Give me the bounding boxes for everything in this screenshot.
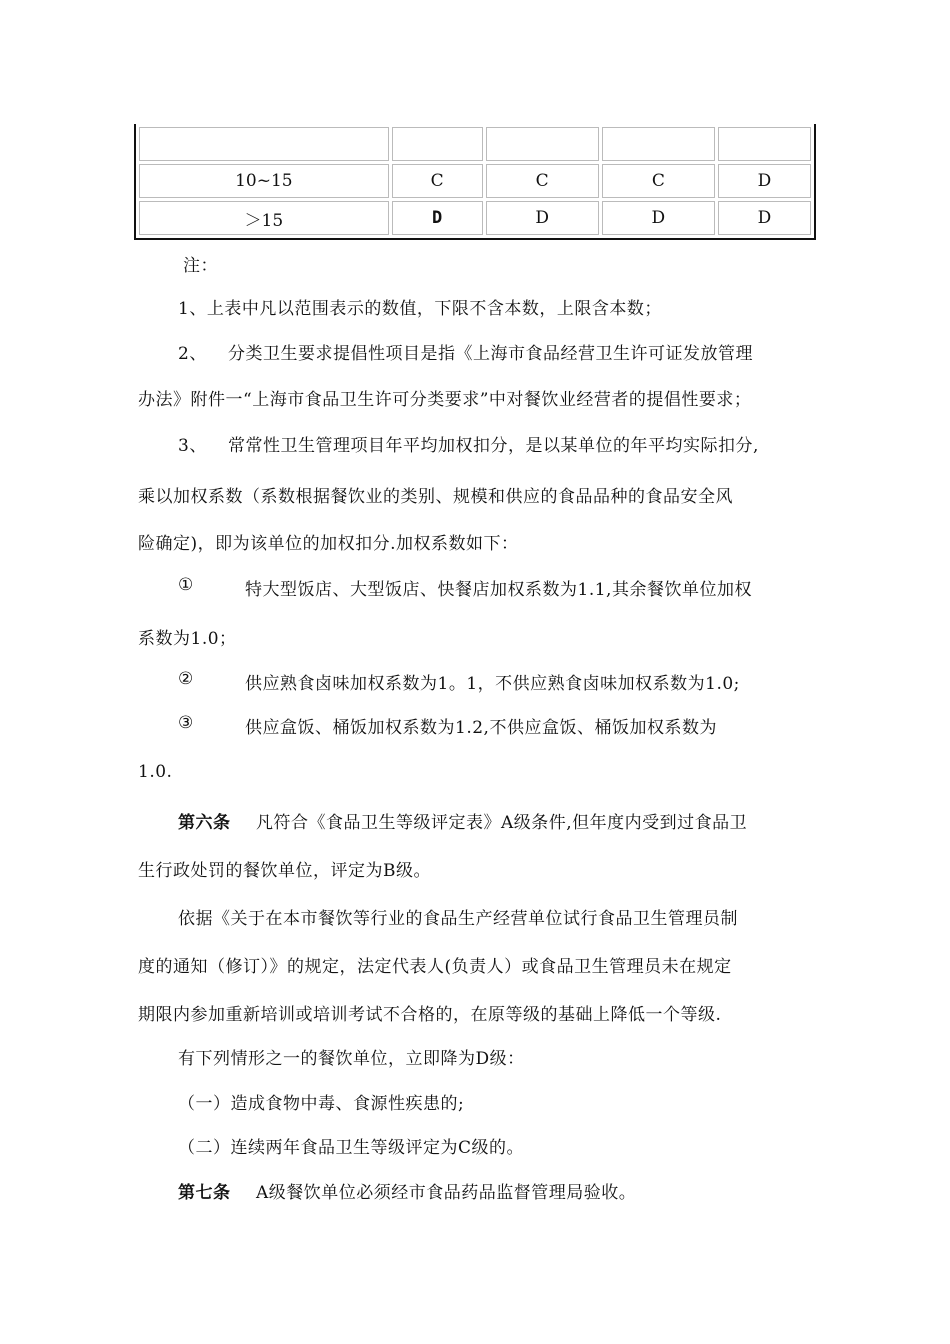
article-6-item-1: （一）造成食物中毒、食源性疾患的; bbox=[178, 1094, 465, 1114]
coefficient-3-line-1: 供应盒饭、桶饭加权系数为1.2,不供应盒饭、桶饭加权系数为 bbox=[245, 718, 717, 738]
coefficient-1-marker: ① bbox=[178, 575, 194, 595]
table-cell: D bbox=[718, 164, 811, 198]
table-cell bbox=[139, 127, 389, 161]
coefficient-1-line-2: 系数为1.0； bbox=[138, 629, 237, 649]
table-row bbox=[139, 164, 811, 198]
note-3-number: 3、 bbox=[178, 436, 207, 456]
table-cell bbox=[392, 127, 483, 161]
note-2-line-2: 办法》附件一“上海市食品卫生许可分类要求”中对餐饮业经营者的提倡性要求； bbox=[138, 390, 752, 410]
coefficient-1-line-1: 特大型饭店、大型饭店、快餐店加权系数为1.1,其余餐饮单位加权 bbox=[245, 580, 752, 600]
note-1: 1、上表中凡以范围表示的数值，下限不含本数，上限含本数； bbox=[178, 299, 662, 319]
table-row bbox=[139, 127, 811, 161]
table-cell: D bbox=[486, 201, 599, 235]
coefficient-3-marker: ③ bbox=[178, 713, 194, 733]
table-cell: C bbox=[392, 164, 483, 198]
coefficient-2-marker: ② bbox=[178, 669, 194, 689]
coefficient-2-line: 供应熟食卤味加权系数为1。1，不供应熟食卤味加权系数为1.0; bbox=[245, 674, 740, 694]
article-6-para-2-line-2: 度的通知（修订）》的规定，法定代表人(负责人）或食品卫生管理员未在规定 bbox=[138, 957, 732, 977]
grade-table bbox=[134, 124, 816, 240]
table-cell bbox=[602, 127, 715, 161]
table-cell bbox=[718, 127, 811, 161]
table-row bbox=[139, 201, 811, 235]
article-6-title: 第六条 bbox=[178, 813, 231, 833]
article-6-para-2-line-1: 依据《关于在本市餐饮等行业的食品生产经营单位试行食品卫生管理员制 bbox=[178, 909, 738, 929]
coefficient-3-line-2: 1.0. bbox=[138, 762, 173, 782]
table-cell: C bbox=[486, 164, 599, 198]
article-6-line-2: 生行政处罚的餐饮单位，评定为B级。 bbox=[138, 861, 431, 881]
table-cell: D bbox=[392, 201, 483, 235]
note-3-line-1: 常常性卫生管理项目年平均加权扣分，是以某单位的年平均实际扣分, bbox=[228, 436, 759, 456]
table-cell: C bbox=[602, 164, 715, 198]
note-3-line-3: 险确定)，即为该单位的加权扣分.加权系数如下： bbox=[138, 534, 519, 554]
table-cell: ＞15 bbox=[139, 201, 389, 235]
table-cell: D bbox=[718, 201, 811, 235]
note-3-line-2: 乘以加权系数（系数根据餐饮业的类别、规模和供应的食品品种的食品安全风 bbox=[138, 487, 733, 507]
note-2-line-1: 分类卫生要求提倡性项目是指《上海市食品经营卫生许可证发放管理 bbox=[228, 344, 753, 364]
article-7-line-1: A级餐饮单位必须经市食品药品监督管理局验收。 bbox=[256, 1183, 637, 1203]
table-cell bbox=[486, 127, 599, 161]
table-cell: D bbox=[602, 201, 715, 235]
article-6-para-3: 有下列情形之一的餐饮单位，立即降为D级： bbox=[178, 1049, 525, 1069]
article-6-line-1: 凡符合《食品卫生等级评定表》A级条件,但年度内受到过食品卫 bbox=[256, 813, 748, 833]
note-2-number: 2、 bbox=[178, 344, 207, 364]
article-6-item-2: （二）连续两年食品卫生等级评定为C级的。 bbox=[178, 1138, 525, 1158]
table-cell: 10~15 bbox=[139, 164, 389, 198]
article-6-para-2-line-3: 期限内参加重新培训或培训考试不合格的，在原等级的基础上降低一个等级. bbox=[138, 1005, 722, 1025]
article-7-title: 第七条 bbox=[178, 1183, 231, 1203]
notes-label: 注： bbox=[183, 256, 218, 276]
